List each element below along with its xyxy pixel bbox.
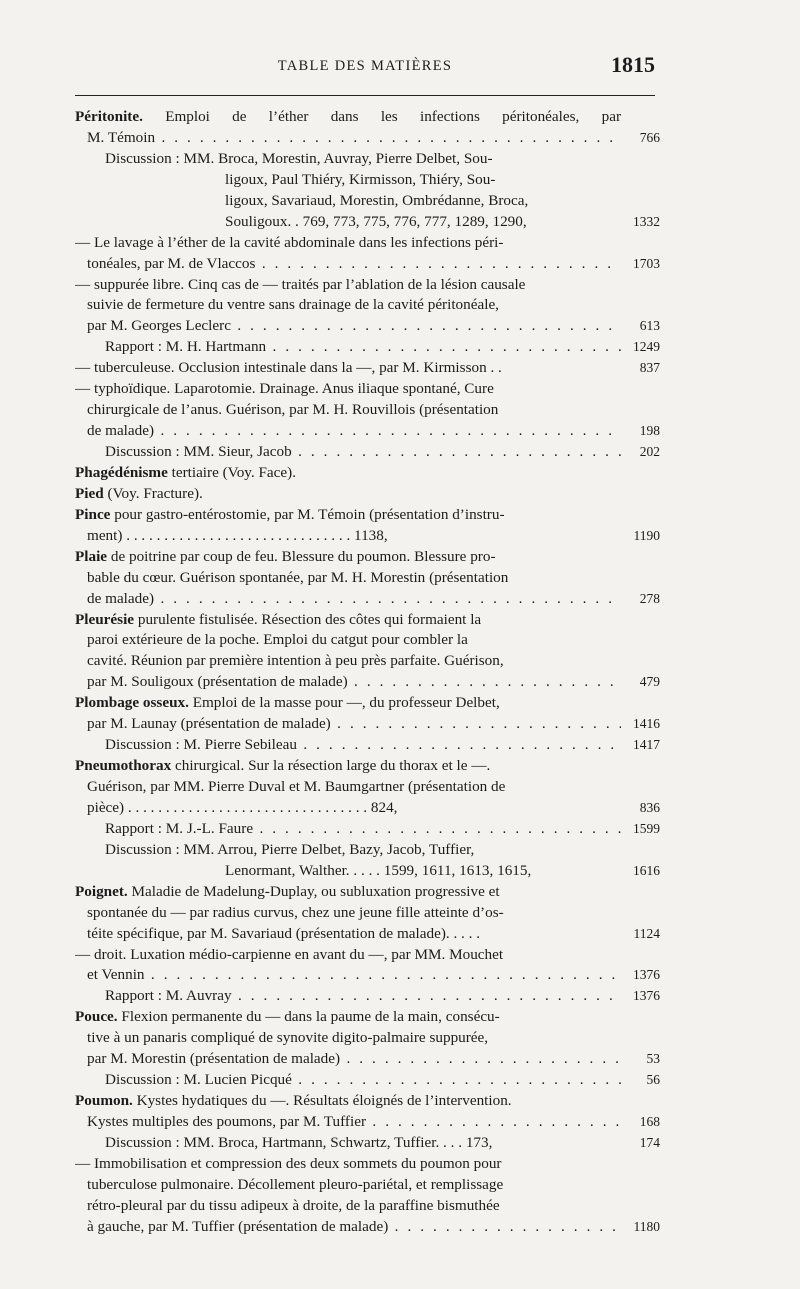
index-line xyxy=(75,484,660,505)
entry-text: spontanée du — par radius curvus, chez une jeune fille atteinte d’os- xyxy=(87,903,504,921)
entry-text: ligoux, Paul Thiéry, Kirmisson, Thiéry, Sou- xyxy=(225,170,496,188)
entry-text: Discussion : MM. Broca, Hartmann, Schwartz, Tuffier. . . . 173, xyxy=(105,1133,493,1151)
index-line xyxy=(75,128,660,149)
page-header xyxy=(75,52,655,82)
entry-text: à gauche, par M. Tuffier (présentation de malade) . . . xyxy=(87,1217,621,1238)
entry-text: Plombage osseux. Emploi de la masse pour —, du professeur Delbet, xyxy=(75,694,500,712)
entry-text: Pince pour gastro-entérostomie, par M. Témoin (présentation d’instru- xyxy=(75,505,505,523)
entry-text: Plaie de poitrine par coup de feu. Blessure du poumon. Blessure pro- xyxy=(75,547,496,565)
entry-text: par M. Souligoux (présentation de malade) . . . xyxy=(87,672,621,693)
entry-text: par M. Georges Leclerc . . . xyxy=(87,316,621,337)
index-line xyxy=(75,1217,660,1238)
index-line xyxy=(75,191,660,212)
index-line xyxy=(75,547,660,568)
entry-text: cavité. Réunion par première intention à peu près parfaite. Guérison, xyxy=(87,652,504,670)
entry-text: Pneumothorax chirurgical. Sur la résection large du thorax et le —. xyxy=(75,757,491,775)
index-line xyxy=(75,275,660,296)
index-line xyxy=(75,861,660,882)
entry-text: tuberculose pulmonaire. Décollement pleuro-pariétal, et remplissage xyxy=(87,1175,504,1193)
index-line xyxy=(75,1028,660,1049)
page-reference: 168 xyxy=(639,1114,660,1129)
page-reference: 1616 xyxy=(633,862,660,878)
index-line xyxy=(75,1175,660,1196)
page-reference: 53 xyxy=(646,1051,660,1067)
page-reference: 837 xyxy=(639,360,660,376)
entry-text: ment) . . . . . . . . . . . . . . . . . . . . . . . . . . . . . . 1138, xyxy=(87,526,388,544)
entry-text: Pleurésie purulente fistulisée. Résection des côtes qui formaient la xyxy=(75,610,482,628)
index-line xyxy=(75,589,660,610)
index-line xyxy=(75,526,660,547)
index-line xyxy=(75,442,660,463)
header-rule xyxy=(75,95,655,96)
page-reference: 613 xyxy=(639,318,660,334)
entry-text: de malade) . . . xyxy=(87,589,621,610)
page-reference: 198 xyxy=(639,423,660,439)
index-line xyxy=(75,610,660,631)
entry-text: par M. Launay (présentation de malade) . . . xyxy=(87,714,621,735)
entry-text: Péritonite. Emploi de l’éther dans les infections péritonéales, par xyxy=(75,108,621,125)
index-line xyxy=(75,819,660,840)
index-line xyxy=(75,672,660,693)
page-reference: 766 xyxy=(639,129,660,145)
index-line xyxy=(75,735,660,756)
entry-text: et Vennin . . . xyxy=(87,965,621,986)
entry-text: téite spécifique, par M. Savariaud (présentation de malade). . . . . xyxy=(87,924,481,942)
page-reference: 1703 xyxy=(633,255,660,271)
entry-text: Souligoux. . 769, 773, 775, 776, 777, 1289, 1290, xyxy=(225,212,527,230)
index-line xyxy=(75,149,660,170)
entry-text: Kystes multiples des poumons, par M. Tuffier . . . xyxy=(87,1112,621,1133)
page-reference: 1376 xyxy=(633,967,660,983)
index-line xyxy=(75,651,660,672)
index-line xyxy=(75,568,660,589)
index-line xyxy=(75,212,660,233)
page-reference: 1180 xyxy=(633,1218,660,1234)
entry-text: Discussion : M. Lucien Picqué . . . xyxy=(105,1070,621,1091)
index-line xyxy=(75,798,660,819)
index-line xyxy=(75,693,660,714)
index-line xyxy=(75,945,660,966)
entry-text: Discussion : MM. Sieur, Jacob . . . xyxy=(105,442,621,463)
index-line xyxy=(75,1070,660,1091)
page-reference: 174 xyxy=(639,1134,660,1150)
entry-text: M. Témoin . . . xyxy=(87,128,621,149)
index-line xyxy=(75,1154,660,1175)
entry-text: — droit. Luxation médio-carpienne en avant du —, par MM. Mouchet xyxy=(75,945,504,963)
entry-text: — typhoïdique. Laparotomie. Drainage. Anus iliaque spontané, Cure xyxy=(75,380,494,398)
page-reference: 836 xyxy=(639,799,660,815)
index-entries xyxy=(75,107,660,1238)
page-number: 1815 xyxy=(611,52,655,77)
page-reference: 1249 xyxy=(633,339,660,355)
page-reference: 56 xyxy=(646,1072,660,1088)
entry-text: — tuberculeuse. Occlusion intestinale dans la —, par M. Kirmisson . . xyxy=(75,359,502,377)
entry-text: suivie de fermeture du ventre sans drainage de la cavité péritonéale, xyxy=(87,296,499,314)
index-line xyxy=(75,170,660,191)
entry-text: Phagédénisme tertiaire (Voy. Face). xyxy=(75,463,297,481)
index-line xyxy=(75,358,660,379)
index-line xyxy=(75,1196,660,1217)
entry-text: pièce) . . . . . . . . . . . . . . . . . . . . . . . . . . . . . . . . 824, xyxy=(87,798,398,816)
entry-text: Discussion : M. Pierre Sebileau . . . xyxy=(105,735,621,756)
page-reference: 1376 xyxy=(633,988,660,1004)
index-line xyxy=(75,1112,660,1133)
entry-text: par M. Morestin (présentation de malade) . . . xyxy=(87,1049,621,1070)
page-reference: 278 xyxy=(639,590,660,606)
entry-text: Rapport : M. J.-L. Faure . . . xyxy=(105,819,621,840)
page-reference: 1416 xyxy=(633,716,660,732)
entry-text: Discussion : MM. Broca, Morestin, Auvray, Pierre Delbet, Sou- xyxy=(105,149,493,167)
index-line xyxy=(75,840,660,861)
index-line xyxy=(75,777,660,798)
entry-text: Rapport : M. H. Hartmann . . . xyxy=(105,337,621,358)
entry-text: Pouce. Flexion permanente du — dans la paume de la main, consécu- xyxy=(75,1008,500,1026)
index-line xyxy=(75,965,660,986)
index-line xyxy=(75,379,660,400)
entry-text: tonéales, par M. de Vlaccos . . . xyxy=(87,254,621,275)
entry-text: Rapport : M. Auvray . . . xyxy=(105,986,621,1007)
entry-text: paroi extérieure de la poche. Emploi du catgut pour combler la xyxy=(87,631,468,649)
entry-text: — suppurée libre. Cinq cas de — traités par l’ablation de la lésion causale xyxy=(75,275,526,293)
index-line xyxy=(75,630,660,651)
entry-text: Poumon. Kystes hydatiques du —. Résultats éloignés de l’intervention. xyxy=(75,1092,512,1110)
index-line xyxy=(75,1007,660,1028)
index-line xyxy=(75,986,660,1007)
index-line xyxy=(75,316,660,337)
index-line xyxy=(75,1091,660,1112)
index-line xyxy=(75,400,660,421)
index-line xyxy=(75,421,660,442)
index-line xyxy=(75,714,660,735)
page-reference: 1599 xyxy=(633,820,660,836)
entry-text: tive à un panaris compliqué de synovite digito-palmaire suppurée, xyxy=(87,1029,489,1047)
entry-text: Guérison, par MM. Pierre Duval et M. Baumgartner (présentation de xyxy=(87,778,506,795)
entry-text: — Immobilisation et compression des deux sommets du poumon pour xyxy=(75,1154,502,1172)
index-line xyxy=(75,337,660,358)
index-line xyxy=(75,463,660,484)
index-line xyxy=(75,254,660,275)
page-reference: 1332 xyxy=(633,213,660,229)
running-title: TABLE DES MATIÈRES xyxy=(277,58,453,74)
page-reference: 1124 xyxy=(633,925,660,941)
page-reference: 1190 xyxy=(633,527,660,543)
index-line xyxy=(75,903,660,924)
index-line xyxy=(75,233,660,254)
page-reference: 202 xyxy=(639,444,660,459)
index-line xyxy=(75,882,660,903)
page-reference: 1417 xyxy=(633,737,660,753)
index-line xyxy=(75,756,660,777)
entry-text: de malade) . . . xyxy=(87,421,621,442)
index-line xyxy=(75,924,660,945)
entry-text: Lenormant, Walther. . . . . 1599, 1611, 1613, 1615, xyxy=(225,861,532,879)
index-line xyxy=(75,295,660,316)
entry-text: rétro-pleural par du tissu adipeux à droite, de la paraffine bismuthée xyxy=(87,1196,500,1214)
entry-text: chirurgicale de l’anus. Guérison, par M. H. Rouvillois (présentation xyxy=(87,401,499,419)
entry-text: — Le lavage à l’éther de la cavité abdominale dans les infections péri- xyxy=(75,233,504,251)
entry-text: bable du cœur. Guérison spontanée, par M. H. Morestin (présentation xyxy=(87,568,509,586)
index-line xyxy=(75,1049,660,1070)
entry-text: Discussion : MM. Arrou, Pierre Delbet, Bazy, Jacob, Tuffier, xyxy=(105,840,475,858)
index-line xyxy=(75,107,660,128)
entry-text: ligoux, Savariaud, Morestin, Ombrédanne, Broca, xyxy=(225,191,529,209)
entry-text: Poignet. Maladie de Madelung-Duplay, ou subluxation progressive et xyxy=(75,882,500,900)
entry-text: Pied (Voy. Fracture). xyxy=(75,484,203,502)
index-line xyxy=(75,1133,660,1154)
index-line xyxy=(75,505,660,526)
page-reference: 479 xyxy=(639,674,660,690)
